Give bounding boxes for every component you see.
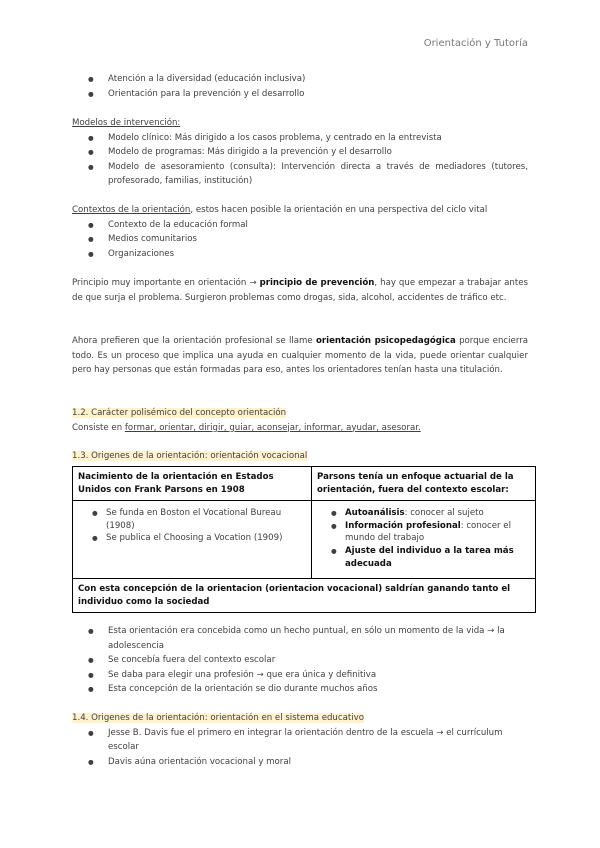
right-1-rest: : conocer al sujeto xyxy=(404,508,484,519)
table-header-right: Parsons tenía un enfoque actuarial de la orientación, fuera del contexto escolar: xyxy=(312,467,536,501)
list-item: ● Davis aúna orientación vocacional y moral xyxy=(72,755,528,770)
list-item xyxy=(317,520,530,545)
section-1-4-title: 1.4. Origenes de la orientación: orientación en el sistema educativo xyxy=(72,713,364,723)
ahora-bold: orientación psicopedagógica xyxy=(316,336,456,346)
vocational-table xyxy=(72,466,536,613)
list-item: ● Jesse B. Davis fue el primero en integrar la orientación dentro de la escuela → el currículum escolar xyxy=(72,726,528,755)
ahora-paragraph xyxy=(72,334,528,378)
list-item xyxy=(317,507,530,520)
list-item: ● Se publica el Choosing a Vocation (1909) xyxy=(78,532,306,545)
ahora-pre: Ahora prefieren que la orientación profesional se llame xyxy=(72,336,317,346)
modelos-block xyxy=(72,116,528,189)
table-footer: Con esta concepción de la orientacion (orientacion vocacional) saldrían ganando tanto el individuo como la sociedad xyxy=(73,579,536,613)
section-1-3-list xyxy=(72,624,528,697)
list-item: ● Esta concepción de la orientación se dio durante muchos años xyxy=(72,682,528,697)
table-cell-right xyxy=(312,501,536,579)
contextos-block xyxy=(72,203,528,261)
contextos-list xyxy=(72,218,528,262)
list-item: ● Atención a la diversidad (educación inclusiva) xyxy=(72,72,528,87)
modelos-heading: Modelos de intervención: xyxy=(72,118,181,128)
section-1-3-title: 1.3. Origenes de la orientación: orientación vocacional xyxy=(72,451,308,461)
right-1-bold: Autoanálisis xyxy=(345,508,405,519)
page-header: Orientación y Tutoría xyxy=(423,38,528,49)
section-1-3-list-block xyxy=(72,624,528,697)
right-2-rest: : conocer el mundo del trabajo xyxy=(345,520,511,544)
section-1-3-title-block xyxy=(72,449,528,464)
principio-pre: Principio muy importante en orientación → xyxy=(72,278,260,288)
principio-bold: principio de prevención xyxy=(259,278,375,288)
list-item: ● Modelo de programas: Más dirigido a la prevención y el desarrollo xyxy=(72,145,528,160)
list-item: ● Se funda en Boston el Vocational Bureau (1908) xyxy=(78,507,306,532)
top-bullet-list xyxy=(72,72,528,101)
list-item: ● Organizaciones xyxy=(72,247,528,262)
principio-post: , hay que empezar a trabajar antes de que surja el problema. Surgieron problemas como drogas, sida, alcohol, accidentes de tráfico etc. xyxy=(72,278,529,303)
contextos-rest: , estos hacen posible la orientación en una perspectiva del ciclo vital xyxy=(190,205,488,215)
section-1-2-underlined: formar, orientar, dirigir, guiar, aconsejar, informar, ayudar, asesorar. xyxy=(124,422,421,433)
list-item: ● Se daba para elegir una profesión → que era única y definitiva xyxy=(72,668,528,683)
section-1-4-list xyxy=(72,726,528,770)
list-item: ● Medios comunitarios xyxy=(72,232,528,247)
section-1-2-text xyxy=(72,421,528,436)
table-right-list xyxy=(317,507,530,570)
ahora-post: porque encierra todo. Es un proceso que implica una ayuda en cualquier momento de la vida, puede orientar cualquier pero hay personas que están formadas para eso, antes los orientadores tenían hasta una titulación. xyxy=(72,336,529,376)
section-1-2-pre: Consiste en xyxy=(72,422,125,433)
contextos-heading: Contextos de la orientación xyxy=(72,205,191,215)
table-cell-left xyxy=(73,501,312,579)
top-list-block xyxy=(72,72,528,101)
section-1-2-title: 1.2. Carácter polisémico del concepto orientación xyxy=(72,408,287,418)
section-1-2 xyxy=(72,406,528,435)
table-header-left: Nacimiento de la orientación en Estados Unidos con Frank Parsons en 1908 xyxy=(73,467,312,501)
list-item: ● Orientación para la prevención y el desarrollo xyxy=(72,87,528,102)
section-1-4 xyxy=(72,711,528,769)
list-item: ● Modelo clínico: Más dirigido a los casos problema, y centrado en la entrevista xyxy=(72,131,528,146)
table-left-list xyxy=(78,507,306,545)
principio-paragraph xyxy=(72,276,528,305)
list-item: ● Esta orientación era concebida como un hecho puntual, en sólo un momento de la vida → la adolescencia xyxy=(72,624,528,653)
list-item xyxy=(317,545,530,570)
right-3-bold: Ajuste del individuo a la tarea más adecuada xyxy=(345,545,514,569)
list-item: ● Contexto de la educación formal xyxy=(72,218,528,233)
list-item: ● Modelo de asesoramiento (consulta): Intervención directa a través de mediadores (tutores, profesorado, familias, institución) xyxy=(72,160,528,189)
list-item: ● Se concebía fuera del contexto escolar xyxy=(72,653,528,668)
modelos-list xyxy=(72,131,528,189)
right-2-bold: Información profesional xyxy=(345,520,461,531)
contextos-paragraph xyxy=(72,203,528,218)
